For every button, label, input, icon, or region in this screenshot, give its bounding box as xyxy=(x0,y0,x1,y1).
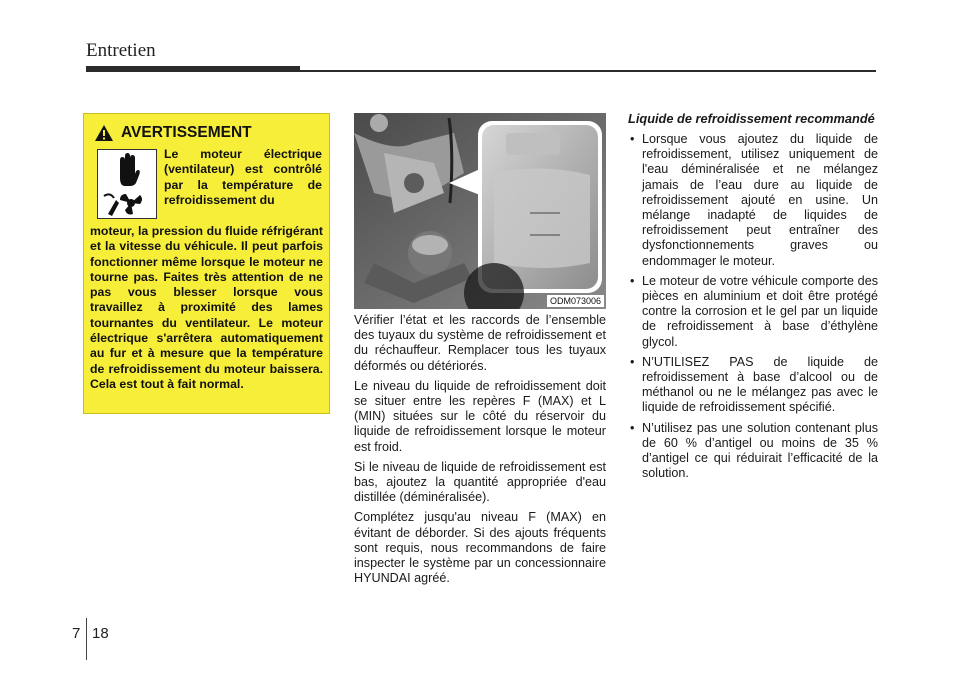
paragraph: Vérifier l’état et les raccords de l’ensemble des tuyaux du système de refroidissement et du réchauffeur. Remplacer tous les tuyaux déformés ou détériorés. xyxy=(354,313,606,373)
header-rule-thick xyxy=(86,66,300,72)
warning-box xyxy=(83,113,330,414)
chapter-number: 7 xyxy=(72,625,81,642)
bullet-marker: • xyxy=(630,420,635,435)
footer-divider xyxy=(86,618,87,660)
warning-text-bottom: moteur, la pression du fluide réfrigérant et la vitesse du véhicule. Il peut parfois fonctionner même lorsque le moteur ne tourne pas. Faites très attention de ne pas vous blesser lorsque vous travaillez à proximité des lames tournantes du ventilateur. Le moteur électrique s'arrêtera automatiquement au fur et à mesure que la température de refroidissement du moteur baissera. Cela est tout à fait normal. xyxy=(90,224,323,391)
list-item xyxy=(628,355,878,416)
warning-title: AVERTISSEMENT xyxy=(121,124,252,141)
bullet-list xyxy=(628,132,878,481)
paragraph: Le niveau du liquide de refroidissement doit se situer entre les repères F (MAX) et L (MIN) situées sur le côté du réservoir du liquide de refroidissement lorsque le moteur est froid. xyxy=(354,378,606,454)
list-item xyxy=(628,421,878,482)
recommended-coolant-section xyxy=(628,112,878,486)
warning-text-top: Le moteur électrique (ventilateur) est contrôlé par la température de refroidissement du xyxy=(164,147,322,207)
paragraph: Si le niveau de liquide de refroidissement est bas, ajoutez la quantité appropriée d'eau distillée (déminéralisée). xyxy=(354,459,606,505)
list-item-text: Le moteur de votre véhicule comporte des pièces en aluminium et doit être protégé contre la corrosion et le gel par un liquide de refroidissement à base d’éthylène glycol. xyxy=(642,273,878,349)
engine-photo-drawing xyxy=(354,113,606,309)
bullet-marker: • xyxy=(630,132,635,146)
photo-code-label: ODM073006 xyxy=(547,295,604,307)
bullet-marker: • xyxy=(630,354,635,369)
page-header-title: Entretien xyxy=(86,40,156,61)
list-item xyxy=(628,274,878,350)
list-item xyxy=(628,132,878,269)
list-item-text: N’UTILISEZ PAS de liquide de refroidissement à base d’alcool ou de méthanol ou ne le mélangez pas avec le liquide de refroidissement spécifié. xyxy=(642,354,878,415)
stop-hand-icon xyxy=(120,153,140,186)
warning-pictograms xyxy=(97,149,157,219)
section-title: Liquide de refroidissement recommandé xyxy=(628,111,875,126)
bullet-marker: • xyxy=(630,273,635,288)
engine-coolant-photo xyxy=(354,113,606,309)
coolant-check-text xyxy=(354,313,606,591)
paragraph: Complétez jusqu'au niveau F (MAX) en évitant de déborder. Si des ajouts fréquents sont requis, nous recommandons de faire inspecter le système par un concessionnaire HYUNDAI agréé. xyxy=(354,510,606,586)
fan-hazard-icon xyxy=(104,194,142,216)
caution-triangle-icon xyxy=(94,124,114,142)
list-item-text: N’utilisez pas une solution contenant plus de 60 % d’antigel ou moins de 35 % d’antigel ce qui réduirait l’efficacité de la solution. xyxy=(642,420,878,481)
page-number: 18 xyxy=(92,625,109,642)
header-rule-thin xyxy=(300,70,876,72)
list-item-text: Lorsque vous ajoutez du liquide de refroidissement, utilisez uniquement de l'eau déminéralisée et ne mélangez jamais de l’eau dure au liquide de refroidissement ajouté en usine. Un mélange inadapté de liquides de refroidissement peut entraîner des dysfonctionnements graves ou endommager le moteur. xyxy=(642,132,878,268)
